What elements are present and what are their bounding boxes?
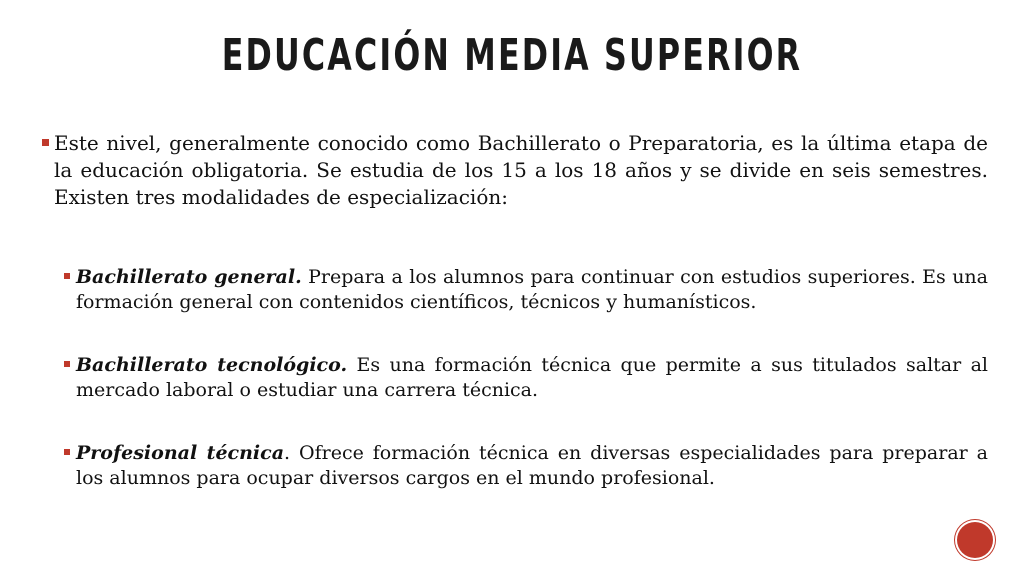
sub-bullet-lead: Bachillerato tecnológico. [76,354,348,376]
sub-bullet-text [76,441,988,491]
sub-bullet-text [76,353,988,403]
main-paragraph: Este nivel, generalmente conocido como Bachillerato o Preparatoria, es la última etapa de la educación obligatoria. Se estudia de los 15 a los 18 años y se divide en seis semestres. Existen tres modalidades de especialización: [54,131,988,209]
square-bullet-icon [58,441,76,491]
sub-bullet-tecnologico [58,353,988,403]
sub-bullet-body: Es una formación técnica que permite a sus titulados saltar al mercado laboral o estudiar una carrera técnica. [76,354,988,401]
main-bullet [36,130,988,211]
sub-bullet-profesional [58,441,988,491]
square-bullet-icon [36,130,54,211]
sub-bullet-body: Prepara a los alumnos para continuar con estudios superiores. Es una formación general con contenidos científicos, técnicos y humanísticos. [76,266,988,313]
sub-bullet-text [76,265,988,315]
square-bullet-icon [58,353,76,403]
sub-bullet-lead: Bachillerato general. [76,266,302,288]
square-bullet-icon [58,265,76,315]
sub-bullet-lead: Profesional técnica [76,442,285,464]
slide-number-badge [957,522,993,558]
sub-bullet-general [58,265,988,315]
sub-bullet-body: . Ofrece formación técnica en diversas especialidades para preparar a los alumnos para ocupar diversos cargos en el mundo profesional. [76,442,988,489]
slide-title: EDUCACIÓN MEDIA SUPERIOR [221,30,803,81]
